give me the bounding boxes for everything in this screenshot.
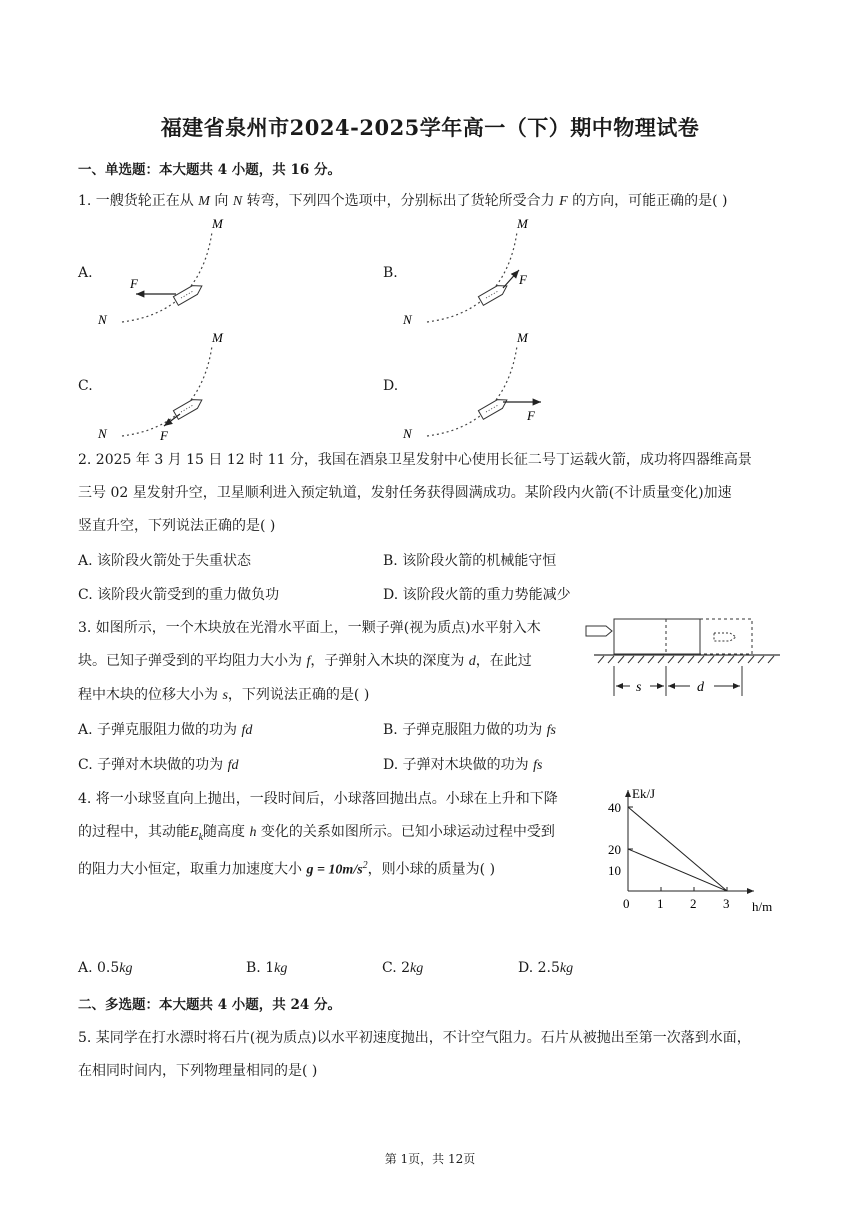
y-tick-label-0: 10 <box>608 863 621 878</box>
section-heading-multiple-choice: 二、多选题：本大题共 4 小题，共 24 分。 <box>78 997 341 1013</box>
question-5-line-2: 在相同时间内，下列物理量相同的是( ) <box>78 1063 318 1079</box>
question-5-line-1: 5. 某同学在打水漂时将石片(视为质点)以水平初速度抛出，不计空气阻力。石片从被抛出至第一次落到水面， <box>78 1030 751 1046</box>
question-4-line-3: 的阻力大小恒定，取重力加速度大小 $g = 10m/s^2$，则小球的质量为( ) <box>78 860 496 878</box>
question-3-option-b: B. 子弹克服阻力做的功为 fs <box>383 722 556 738</box>
question-4-line-2: 的过程中，其动能$E_k$随高度 h 变化的关系如图所示。已知小球运动过程中受到 <box>78 824 555 843</box>
question-4-line-1: 4. 将一小球竖直向上抛出，一段时间后，小球落回抛出点。小球在上升和下降 <box>78 791 558 807</box>
question-1-option-c: C. <box>78 378 93 394</box>
question-2-line-3: 竖直升空，下列说法正确的是( ) <box>78 518 276 534</box>
x-tick-label-1: 1 <box>657 896 664 911</box>
svg-text:F: F <box>160 428 168 443</box>
x-tick-label-3: 3 <box>723 896 730 911</box>
y-tick-label-2: 40 <box>608 800 621 815</box>
question-4-option-d: D. 2.5kg <box>518 960 574 976</box>
question-3-option-a: A. 子弹克服阻力做的功为 fd <box>78 722 253 738</box>
question-3-line-2: 块。已知子弹受到的平均阻力大小为 f，子弹射入木块的深度为 d，在此过 <box>78 653 532 669</box>
question-1-figure-a <box>90 212 250 330</box>
series-line-0 <box>628 807 727 891</box>
question-3-option-d: D. 子弹对木块做的功为 fs <box>383 757 543 773</box>
question-1-figure-b <box>395 212 555 330</box>
question-1-option-d: D. <box>383 378 399 394</box>
y-axis-label: Ek/J <box>632 786 656 801</box>
question-4-option-c: C. 2kg <box>382 960 424 976</box>
question-2-line-2: 三号 02 星发射升空，卫星顺利进入预定轨道，发射任务获得圆满成功。某阶段内火箭(不计质量变化)加速 <box>78 485 732 501</box>
svg-text:M: M <box>212 330 223 345</box>
question-3-option-c: C. 子弹对木块做的功为 fd <box>78 757 239 773</box>
x-tick-label-0: 0 <box>623 896 630 911</box>
label-n: N <box>98 312 107 327</box>
x-tick-label-2: 2 <box>690 896 697 911</box>
question-1-figure-d <box>395 326 555 444</box>
page-title: 福建省泉州市2024-2025学年高一（下）期中物理试卷 <box>160 115 700 140</box>
svg-text:M: M <box>517 216 528 231</box>
svg-text:M: M <box>517 330 528 345</box>
question-4-option-a: A. 0.5kg <box>78 960 133 976</box>
question-1-option-b: B. <box>383 265 398 281</box>
svg-text:N: N <box>98 426 107 441</box>
question-3-line-3: 程中木块的位移大小为 s，下列说法正确的是( ) <box>78 687 370 703</box>
svg-text:N: N <box>403 312 412 327</box>
label-f: F <box>130 276 138 291</box>
page-footer: 第 1页，共 12页 <box>384 1152 476 1166</box>
svg-text:N: N <box>403 426 412 441</box>
label-d: d <box>697 680 704 695</box>
section-heading-single-choice: 一、单选题：本大题共 4 小题，共 16 分。 <box>78 162 341 178</box>
question-4-option-b: B. 1kg <box>246 960 288 976</box>
question-3-figure <box>584 614 784 704</box>
question-2-option-a: A. 该阶段火箭处于失重状态 <box>78 553 252 569</box>
question-2-option-c: C. 该阶段火箭受到的重力做负功 <box>78 587 280 603</box>
question-4-chart <box>604 784 784 920</box>
svg-text:F: F <box>527 408 535 423</box>
series-line-1 <box>628 849 727 891</box>
y-tick-label-1: 20 <box>608 842 621 857</box>
label-s: s <box>636 680 642 695</box>
question-1-stem: 1. 一艘货轮正在从 M 向 N 转弯，下列四个选项中，分别标出了货轮所受合力 F 的方向，可能正确的是( ) <box>78 193 728 209</box>
x-axis-label: h/m <box>752 899 773 914</box>
question-3-line-1: 3. 如图所示，一个木块放在光滑水平面上，一颗子弹(视为质点)水平射入木 <box>78 620 541 636</box>
svg-text:F: F <box>519 272 527 287</box>
question-2-line-1: 2. 2025 年 3 月 15 日 12 时 11 分，我国在酒泉卫星发射中心使用长征二号丁运载火箭，成功将四器维高景 <box>78 452 752 468</box>
question-1-option-a: A. <box>78 265 93 281</box>
question-2-option-d: D. 该阶段火箭的重力势能减少 <box>383 587 571 603</box>
question-1-figure-c <box>90 326 250 444</box>
label-m: M <box>212 216 223 231</box>
question-2-option-b: B. 该阶段火箭的机械能守恒 <box>383 553 557 569</box>
